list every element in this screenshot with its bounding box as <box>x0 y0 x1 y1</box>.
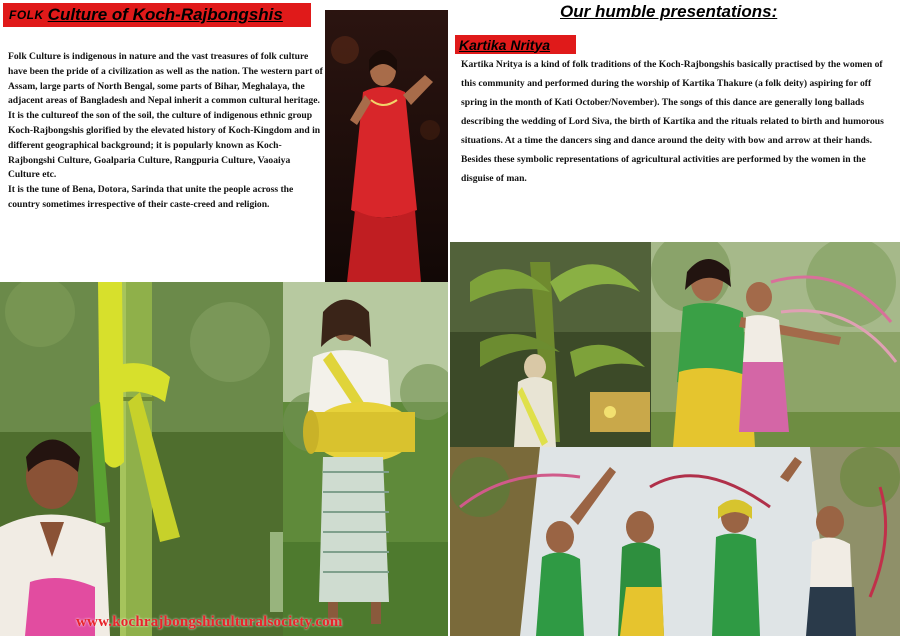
intro-paragraph: It is the cultureof the son of the soil, the culture of indigenous ethnic group Koch-Rajbongshis glorified by the elevated history of Koch-Kingdom and in different geographical background; it is popularly known as Koch-Rajbongshi Culture, Goalparia Culture, Rangpuria Culture, Vaoaiya Culture etc. <box>8 110 321 181</box>
dance-description <box>461 55 897 188</box>
deity-worship-photo <box>450 242 651 447</box>
title-prefix: FOLK <box>9 8 44 22</box>
group-dance-photo <box>450 447 900 636</box>
intro-paragraph: Folk Culture is indigenous in nature and the vast treasures of folk culture have been the pride of a civilization as well as the nation. The western part of Assam, large parts of North Bengal, some parts of Bihar, Meghalaya, the adjacent areas of Bangladesh and Nepal inherit a common cultural heritage. <box>8 51 323 107</box>
intro-paragraph: It is the tune of Bena, Dotora, Sarinda that unite the people across the country sometimes irrespective of their caste-creed and religion. <box>8 184 294 210</box>
bamboo-greeting-photo <box>0 282 283 636</box>
dance-title: Kartika Nritya <box>459 36 551 53</box>
dancers-with-bows-photo <box>651 242 900 447</box>
presentations-heading: Our humble presentations: <box>560 2 778 21</box>
intro-text <box>8 50 324 213</box>
dance-title-banner <box>455 35 576 54</box>
website-link[interactable]: www.kochrajbongshiculturalsociety.com <box>76 614 343 630</box>
dancer-red-saree-photo <box>325 10 448 282</box>
drummer-photo <box>283 282 448 636</box>
title-banner <box>3 3 311 27</box>
dance-description-text: Kartika Nritya is a kind of folk traditions of the Koch-Rajbongshis basically practised by the women of this community and performed during the worship of Kartika Thakure (a folk deity) aspiring for off spring in the month of Kati October/November). The songs of this dance are generally long ballads describing the wedding of Lord Siva, the birth of Kartika and the rituals related to birth and humorous situations. At a time the dancers sing and dance around the deity with bow and arrow at their hands. Besides these symbolic representations of agricultural activities are performed by the women in the disguise of man. <box>461 59 884 184</box>
page-title: Culture of Koch-Rajbongshis <box>47 5 283 24</box>
